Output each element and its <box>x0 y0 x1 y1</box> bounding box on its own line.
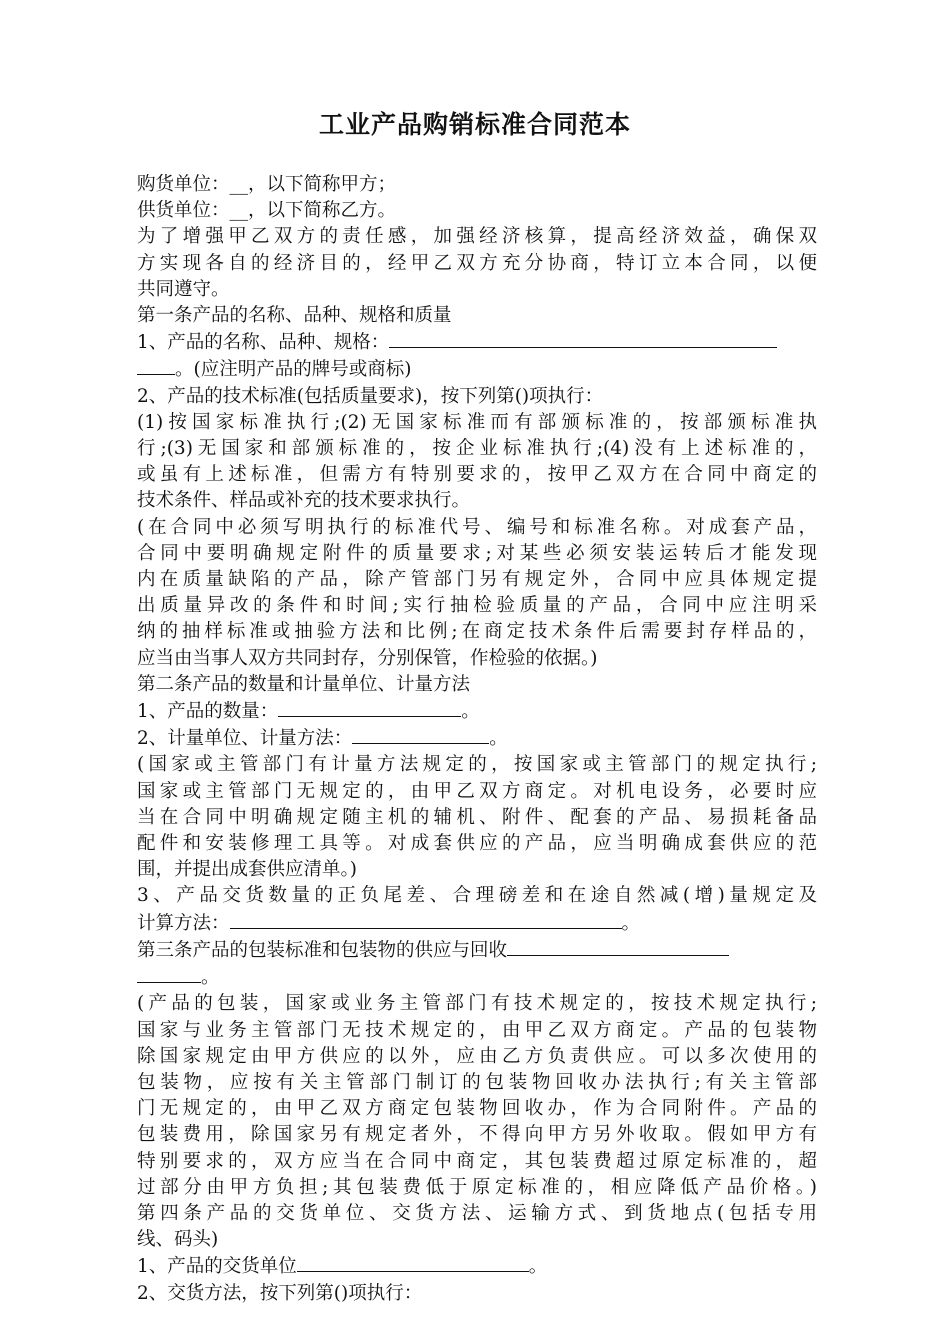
blank-field <box>137 964 201 983</box>
text-segment: 计算方法： <box>137 912 230 934</box>
text-segment: 1、产品的交货单位 <box>137 1256 297 1278</box>
text-line: 购货单位：__，以下简称甲方； <box>137 174 397 195</box>
text-segment: 第三条产品的包装标准和包装物的供应与回收 <box>137 939 508 961</box>
text-line: 合同中要明确规定附件的质量要求;对某些必须安装运转后才能发现 <box>137 542 817 564</box>
text-line: 2、产品的技术标准(包括质量要求)，按下列第()项执行： <box>137 385 604 407</box>
text-line: 包装费用，除国家另有规定者外，不得向甲方另外收取。假如甲方有 <box>137 1124 817 1146</box>
text-line <box>137 910 817 937</box>
blank-field <box>230 910 622 929</box>
text-line: 过部分由甲方负担;其包装费低于原定标准的，相应降低产品价格。) <box>137 1176 817 1198</box>
text-line: 供货单位：__，以下简称乙方。 <box>137 200 397 222</box>
blank-field <box>352 725 489 744</box>
text-line: (产品的包装，国家或业务主管部门有技术规定的，按技术规定执行; <box>137 993 817 1015</box>
text-line <box>137 725 817 752</box>
text-line: 内在质量缺陷的产品，除产管部门另有规定外，合同中应具体规定提 <box>137 569 817 591</box>
section-heading <box>137 937 817 964</box>
text-line: 国家或主管部门无规定的，由甲乙双方商定。对机电设务，必要时应 <box>137 780 817 802</box>
blank-field <box>389 329 777 348</box>
text-line: 特别要求的，双方应当在合同中商定，其包装费超过原定标准的，超 <box>137 1150 817 1172</box>
text-line <box>137 698 817 725</box>
document-title: 工业产品购销标准合同范本 <box>318 110 631 139</box>
text-line: 应当由当事人双方共同封存，分别保管，作检验的依据。) <box>137 647 598 669</box>
text-segment: 1、产品的数量： <box>137 701 279 723</box>
text-segment: 。 <box>528 1256 548 1278</box>
text-line: 3、产品交货数量的正负尾差、合理磅差和在途自然减(增)量规定及 <box>137 885 817 907</box>
text-segment: 。 <box>201 967 220 989</box>
text-line: (在合同中必须写明执行的标准代号、编号和标准名称。对成套产品， <box>137 516 817 538</box>
text-line: 技术条件、样品或补充的技术要求执行。 <box>137 490 471 512</box>
text-segment: 。 <box>621 912 641 934</box>
text-line: (国家或主管部门有计量方法规定的，按国家或主管部门的规定执行; <box>137 754 817 776</box>
text-line: (1)按国家标准执行;(2)无国家标准而有部颁标准的，按部颁标准执 <box>137 411 817 433</box>
text-line: 行;(3)无国家和部颁标准的，按企业标准执行;(4)没有上述标准的， <box>137 438 817 460</box>
text-line <box>137 329 817 356</box>
blank-field <box>278 698 461 717</box>
text-line: 纳的抽样标准或抽验方法和比例;在商定技术条件后需要封存样品的， <box>137 621 817 643</box>
section-heading: 第二条产品的数量和计量单位、计量方法 <box>137 673 471 695</box>
section-heading: 第一条产品的名称、品种、规格和质量 <box>137 305 452 327</box>
text-line: 配件和安装修理工具等。对成套供应的产品，应当明确成套供应的范 <box>137 833 817 855</box>
text-line: 或虽有上述标准，但需方有特别要求的，按甲乙双方在合同中商定的 <box>137 464 817 486</box>
text-line: 门无规定的，由甲乙双方商定包装物回收办，作为合同附件。产品的 <box>137 1098 817 1120</box>
text-segment: 。 <box>461 701 480 723</box>
text-line: 2、交货方法，按下列第()项执行： <box>137 1282 423 1304</box>
text-line: 包装物，应按有关主管部门制订的包装物回收办法执行;有关主管部 <box>137 1071 817 1093</box>
text-line: 国家与业务主管部门无技术规定的，由甲乙双方商定。产品的包装物 <box>137 1019 817 1041</box>
text-line: 共同遵守。 <box>137 278 230 300</box>
text-line: 围，并提出成套供应清单。) <box>137 859 357 881</box>
blank-field <box>507 937 729 956</box>
text-line <box>137 356 817 383</box>
text-line: 当在合同中明确规定随主机的辅机、附件、配套的产品、易损耗备品 <box>137 806 817 828</box>
section-heading: 第四条产品的交货单位、交货方法、运输方式、到货地点(包括专用 <box>137 1202 817 1224</box>
text-line <box>137 964 817 991</box>
text-segment: 。(应注明产品的牌号或商标) <box>175 359 412 381</box>
text-segment: 2、计量单位、计量方法： <box>137 728 353 750</box>
text-segment: 。 <box>489 728 508 750</box>
contract-body <box>137 172 817 1307</box>
text-line: 方实现各自的经济目的，经甲乙双方充分协商，特订立本合同，以便 <box>137 252 817 274</box>
blank-field <box>137 356 175 375</box>
text-line: 出质量异改的条件和时间;实行抽检验质量的产品，合同中应注明采 <box>137 595 817 617</box>
text-line <box>137 1253 817 1280</box>
blank-field <box>297 1253 529 1272</box>
text-line: 线、码头) <box>137 1229 219 1251</box>
text-line: 为了增强甲乙双方的责任感，加强经济核算，提高经济效益，确保双 <box>137 226 817 248</box>
text-segment: 1、产品的名称、品种、规格： <box>137 332 390 354</box>
text-line: 除国家规定由甲方供应的以外，应由乙方负责供应。可以多次使用的 <box>137 1045 817 1067</box>
